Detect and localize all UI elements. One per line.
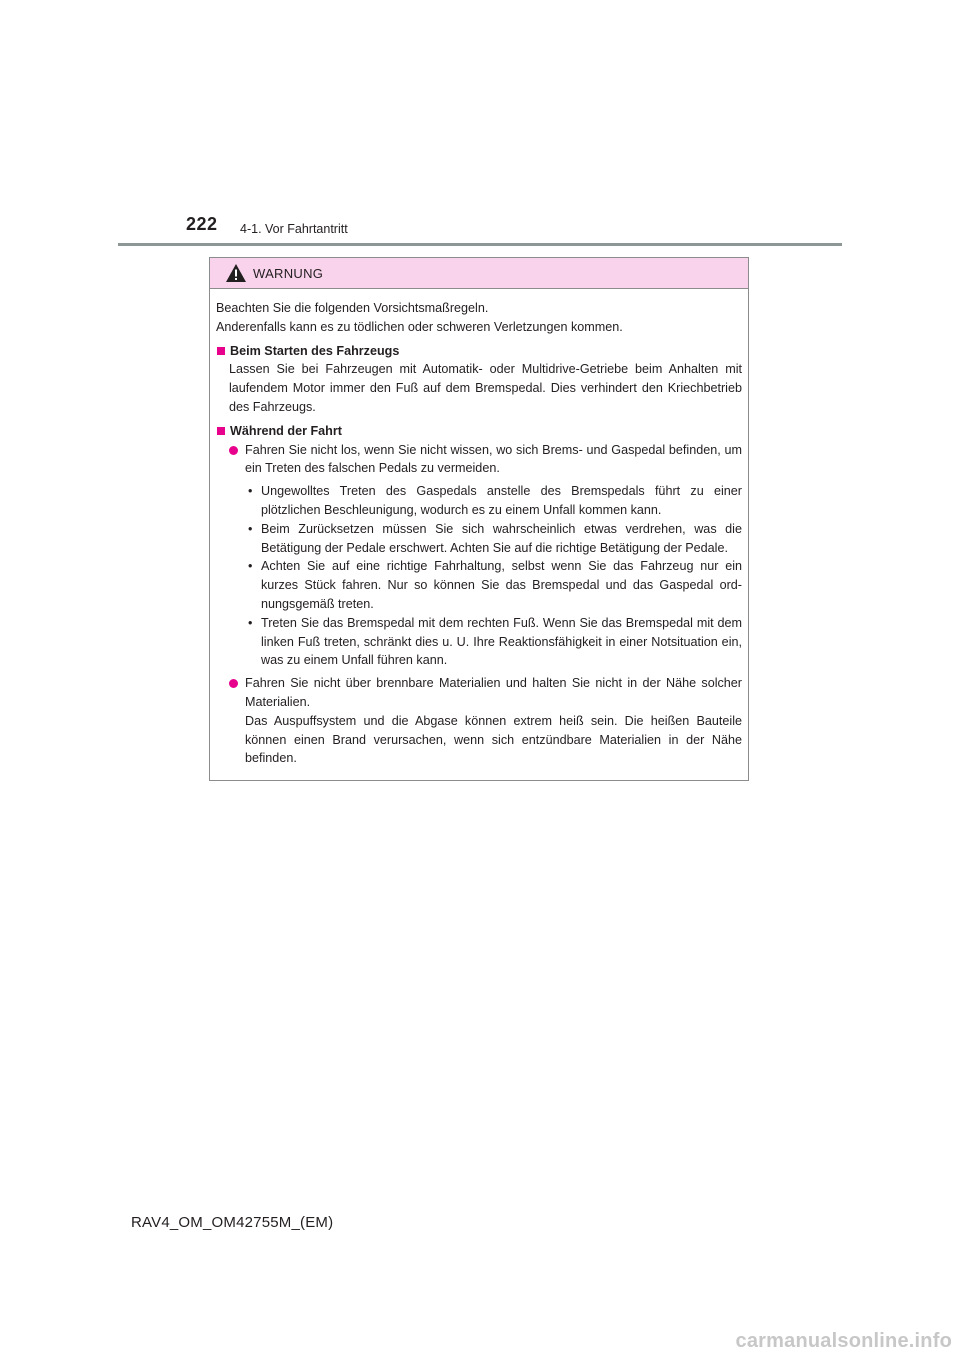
sub-bullet-item — [248, 557, 742, 613]
dot-bullet-icon: • — [248, 615, 253, 630]
section-heading-driving — [216, 422, 742, 441]
section-heading-text: Während der Fahrt — [230, 423, 342, 438]
sub-bullet-list — [216, 482, 742, 670]
sub-bullet-item — [248, 520, 742, 558]
section-heading-starting — [216, 342, 742, 361]
list-item — [216, 674, 742, 768]
warning-intro-line-1: Beachten Sie die folgenden Vorsichtsmaßregeln. — [216, 301, 489, 315]
dot-bullet-icon: • — [248, 559, 253, 574]
footer-document-code: RAV4_OM_OM42755M_(EM) — [131, 1214, 334, 1231]
watermark: carmanualsonline.info — [735, 1330, 952, 1352]
header-divider — [118, 243, 842, 246]
sub-bullet-item — [248, 614, 742, 670]
square-bullet-icon — [217, 347, 225, 355]
sub-bullet-item — [248, 482, 742, 520]
list-item — [216, 441, 742, 479]
warning-intro-line-2: Anderenfalls kann es zu tödlichen oder schweren Verletzungen kommen. — [216, 319, 623, 334]
section-text-starting: Lassen Sie bei Fahrzeugen mit Automatik- oder Multidrive-Getriebe beim Anhalten mit laufendem Motor immer den Fuß auf dem Bremspedal. Dies verhindert den Kriechbetrieb des Fahrzeugs. — [229, 362, 742, 414]
list-item-text-extra: Das Auspuffsystem und die Abgase können extrem heiß sein. Die heißen Bauteile können einen Brand verursachen, wenn sich entzündbare Materialien in der Nähe befinden. — [245, 713, 742, 766]
list-item-text — [245, 674, 742, 768]
page-number: 222 — [186, 214, 218, 234]
section-heading-text: Beim Starten des Fahrzeugs — [230, 343, 400, 358]
section-title: 4-1. Vor Fahrtantritt — [240, 222, 348, 236]
warning-title: WARNUNG — [253, 265, 324, 281]
sub-bullet-text: Ungewolltes Treten des Gaspedals anstelle des Bremspedals führt zu einer plötzlichen Beschleunigung, wodurch es zu einem Unfall kommen kann. — [261, 484, 742, 517]
dot-bullet-icon: • — [248, 521, 253, 536]
list-item-text-line: Fahren Sie nicht über brennbare Materialien und halten Sie nicht in der Nähe solcher Materialien. — [245, 676, 742, 709]
sub-bullet-text: Achten Sie auf eine richtige Fahrhaltung, selbst wenn Sie das Fahrzeug nur ein kurzes Stück fahren. Nur so können Sie das Bremspedal und das Gaspedal ordnungsgemäß treten. — [261, 559, 742, 611]
list-item-text: Fahren Sie nicht los, wenn Sie nicht wissen, wo sich Brems- und Gaspedal befinden, um ein Treten des falschen Pedals zu vermeiden. — [245, 442, 742, 476]
square-bullet-icon — [217, 427, 225, 435]
warning-header — [210, 258, 748, 289]
circle-bullet-icon — [229, 446, 238, 455]
warning-triangle-icon — [225, 263, 247, 283]
circle-bullet-icon — [229, 679, 238, 688]
warning-body — [210, 289, 748, 768]
dot-bullet-icon: • — [248, 484, 253, 499]
sub-bullet-text: Treten Sie das Bremspedal mit dem rechten Fuß. Wenn Sie das Bremspedal mit dem linken Fuß treten, schränkt dies u. U. Ihre Reaktionsfähigkeit in einer Notsituation ein, was zu einem Unfall führen kann. — [261, 615, 742, 668]
sub-bullet-text: Beim Zurücksetzen müssen Sie sich wahrscheinlich etwas verdrehen, was die Betätigung der Pedale erschwert. Achten Sie auf die richtige Betätigung der Pedale. — [261, 521, 742, 555]
warning-box — [209, 257, 749, 781]
